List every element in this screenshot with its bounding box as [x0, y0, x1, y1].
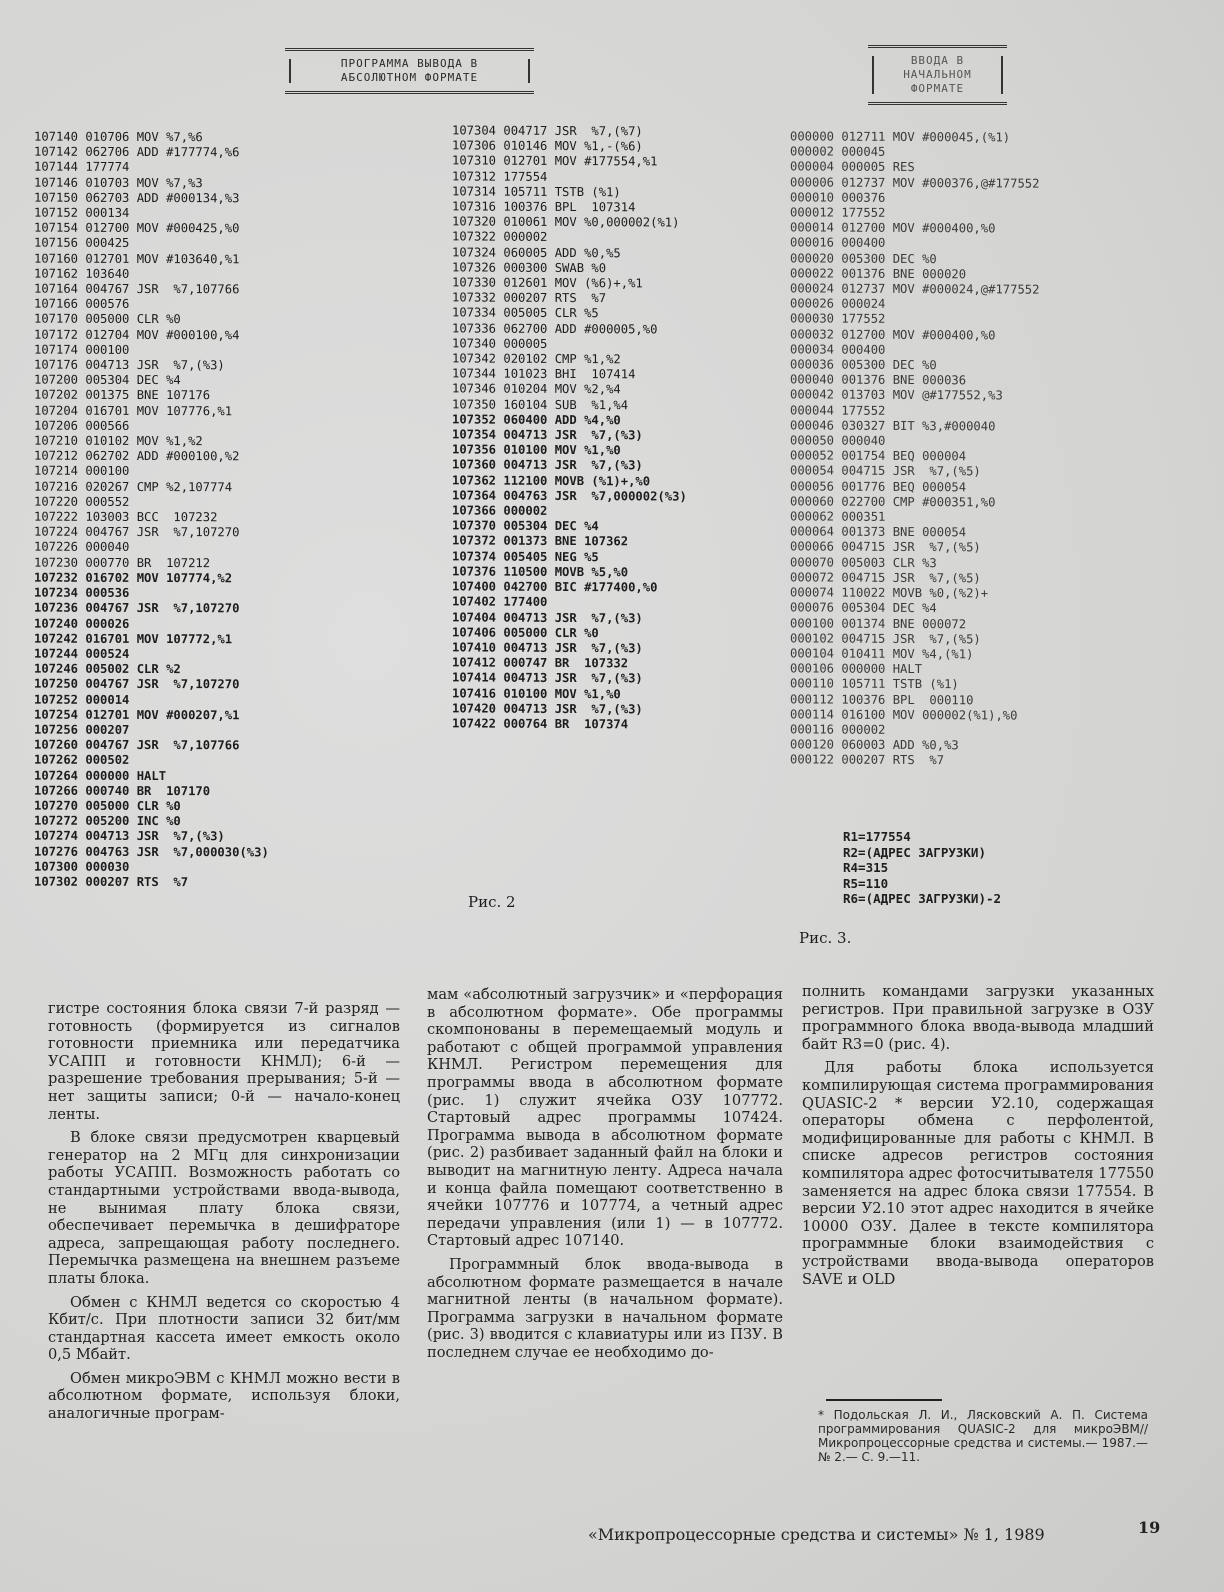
code-line: 107154 012700 MOV #000425,%0: [34, 220, 240, 236]
code-line: 000014 012700 MOV #000400,%0: [790, 220, 996, 236]
code-line: 107236 004767 JSR %7,107270: [34, 600, 240, 616]
code-line: 000050 000040: [790, 433, 886, 448]
code-line: 000034 000400: [790, 342, 886, 357]
footnote-divider: [826, 1399, 942, 1401]
code-line: 107140 010706 MOV %7,%6: [34, 129, 203, 145]
code-line: 000024 012737 MOV #000024,@#177552: [790, 281, 1040, 297]
code-line: 000036 005300 DEC %0: [790, 357, 937, 373]
paragraph: мам «абсолютный загрузчик» и «перфорация в абсолютном формате». Обе программы скомпонованы в перемещаемый модуль и работают с общей программой управления КНМЛ. Регистром перемещения для программы ввода в абсолютном формате (рис. 1) служит ячейка ОЗУ 107772. Стартовый адрес программы 107424. Программа вывода в абсолютном формате (рис. 2) разбивает заданный файл на блоки и выводит на магнитную ленту. Адреса начала и конца файла помещают соответственно в ячейки 107776 и 107774, а четный адрес передачи управления (или 1) — в 107772. Стартовый адрес 107140.: [427, 986, 783, 1250]
code-line: 107410 004713 JSR %7,(%3): [452, 640, 643, 656]
code-line: 107362 112100 MOVB (%1)+,%0: [452, 473, 651, 489]
figure3-register-notes: [843, 829, 1001, 907]
paragraph: Обмен микроЭВМ с КНМЛ можно вести в абсолютном формате, используя блоки, аналогичные програм-: [48, 1369, 400, 1423]
code-line: 000010 000376: [790, 190, 886, 205]
code-line: 000046 030327 BIT %3,#000040: [790, 418, 996, 434]
code-line: 000106 000000 HALT: [790, 661, 923, 677]
code-line: 107270 005000 CLR %0: [34, 798, 181, 814]
code-line: 000110 105711 TSTB (%1): [790, 676, 959, 692]
code-line: 107260 004767 JSR %7,107766: [34, 737, 240, 753]
paragraph: Обмен с КНМЛ ведется со скоростью 4 Кбит/с. При плотности записи 32 бит/мм стандартная кассета имеет емкость около 0,5 Мбайт.: [48, 1293, 400, 1364]
code-line: 107360 004713 JSR %7,(%3): [452, 457, 643, 473]
code-line: 107226 000040: [34, 540, 130, 555]
code-line: 107306 010146 MOV %1,-(%6): [452, 138, 643, 154]
code-line: 107406 005000 CLR %0: [452, 625, 599, 640]
code-line: 107216 020267 CMP %2,107774: [34, 479, 233, 494]
code-line: 107324 060005 ADD %0,%5: [452, 245, 621, 260]
code-line: 000002 000045: [790, 144, 886, 160]
code-line: 000066 004715 JSR %7,(%5): [790, 539, 981, 555]
code-line: 107150 062703 ADD #000134,%3: [34, 190, 240, 206]
code-line: 107252 000014: [34, 692, 130, 707]
article-column-1: [48, 1000, 400, 1429]
code-line: 107156 000425: [34, 236, 130, 251]
code-line: 107320 010061 MOV %0,000002(%1): [452, 214, 680, 230]
footnote: * Подольская Л. И., Лясковский А. П. Система программирования QUASIC-2 для микроЭВМ//Микропроцессорные средства и системы.— 1987.— № 2.— С. 9.—11.: [818, 1408, 1148, 1464]
code-line: 000122 000207 RTS %7: [790, 752, 945, 768]
figure2-title-line: АБСОЛЮТНОМ ФОРМАТЕ: [340, 71, 479, 84]
code-line: 107404 004713 JSR %7,(%3): [452, 609, 643, 625]
code-line: 107310 012701 MOV #177554,%1: [452, 153, 658, 169]
code-line: 000006 012737 MOV #000376,@#177552: [790, 174, 1040, 191]
code-line: 107160 012701 MOV #103640,%1: [34, 251, 240, 266]
code-line: 107340 000005: [452, 336, 548, 351]
code-line: 000022 001376 BNE 000020: [790, 266, 967, 282]
code-line: 000074 110022 MOVB %0,(%2)+: [790, 585, 989, 601]
code-line: R2=(АДРЕС ЗАГРУЗКИ): [843, 844, 986, 860]
code-line: 000020 005300 DEC %0: [790, 250, 937, 266]
code-line: 107200 005304 DEC %4: [34, 372, 181, 388]
article-column-3: [802, 983, 1154, 1294]
code-line: 000072 004715 JSR %7,(%5): [790, 570, 981, 586]
code-line: 107242 016701 MOV 107772,%1: [34, 631, 233, 646]
code-line: 107212 062702 ADD #000100,%2: [34, 448, 240, 464]
figure2-title-line: ПРОГРАММА ВЫВОДА В: [340, 57, 479, 70]
code-line: 000060 022700 CMP #000351,%0: [790, 494, 996, 510]
code-line: 107224 004767 JSR %7,107270: [34, 524, 240, 540]
code-line: 107262 000502: [34, 752, 130, 768]
code-line: 107322 000002: [452, 229, 548, 245]
code-line: 107336 062700 ADD #000005,%0: [452, 321, 658, 337]
article-column-2: [427, 986, 783, 1367]
paragraph: гистре состояния блока связи 7-й разряд — готовность (формируется из сигналов готовности приемника или передатчика УСАПП и готовности КНМЛ); 6-й — разрешение требования прерывания; 5-й — нет защиты записи; 0-й — начало-конец ленты.: [48, 1000, 400, 1123]
code-line: 107164 004767 JSR %7,107766: [34, 281, 240, 297]
paragraph: Программный блок ввода-вывода в абсолютном формате размещается в начале магнитной ленты (в начальном формате). Программа загрузки в начальном формате (рис. 3) вводится с клавиатуры или из ПЗУ. В последнем случае ее необходимо до-: [427, 1255, 783, 1361]
code-line: 107272 005200 INC %0: [34, 813, 181, 829]
code-line: 107214 000100: [34, 464, 130, 479]
code-line: 000120 060003 ADD %0,%3: [790, 737, 959, 753]
journal-footer: «Микропроцессорные средства и системы» № 1, 1989: [588, 1525, 1045, 1544]
paragraph: Для работы блока используется компилирующая система программирования QUASIC-2 * версии У2.10, содержащая операторы обмена с перфолентой, модифицированные для работы с КНМЛ. В списке адресов регистров состояния компилятора адрес фотосчитывателя 177550 заменяется на адрес блока связи 177554. В версии У2.10 этот адрес находится в ячейке 10000 ОЗУ. Далее в тексте компилятора программные блоки взаимодействия с устройствами ввода-вывода операторов SAVE и OLD: [802, 1059, 1154, 1288]
code-line: 107402 177400: [452, 594, 548, 610]
code-line: 107302 000207 RTS %7: [34, 874, 189, 890]
code-line: 107350 160104 SUB %1,%4: [452, 397, 629, 412]
code-line: 107220 000552: [34, 494, 130, 509]
code-line: 000004 000005 RES: [790, 159, 915, 175]
code-line: 107210 010102 MOV %1,%2: [34, 433, 203, 449]
code-line: 107342 020102 CMP %1,%2: [452, 351, 621, 367]
code-line: 000026 000024: [790, 296, 886, 312]
code-line: 107344 101023 BHI 107414: [452, 366, 636, 382]
code-line: 107166 000576: [34, 296, 130, 312]
code-line: 107230 000770 BR 107212: [34, 555, 211, 570]
figure2-listing-right: [452, 123, 687, 732]
code-line: 000000 012711 MOV #000045,(%1): [790, 129, 1011, 145]
code-line: 107346 010204 MOV %2,%4: [452, 381, 621, 397]
paragraph: В блоке связи предусмотрен кварцевый генератор на 2 МГц для синхронизации работы УСАПП. Возможность работать со стандартными устройствами ввода-вывода, не вынимая плату блока связи, обеспечивает перемычка в дешифраторе адреса, запрещающая работу последнего. Перемычка размещена на внешнем разъеме платы блока.: [48, 1129, 400, 1287]
code-line: 107372 001373 BNE 107362: [452, 533, 629, 549]
code-line: 107300 000030: [34, 859, 130, 874]
code-line: 107232 016702 MOV 107774,%2: [34, 570, 233, 586]
code-line: 000052 001754 BEQ 000004: [790, 448, 967, 464]
code-line: R6=(АДРЕС ЗАГРУЗКИ)-2: [843, 891, 1002, 906]
figure3-title-line: НАЧАЛЬНОМ: [903, 68, 972, 81]
code-line: 107416 010100 MOV %1,%0: [452, 685, 621, 701]
code-line: 000042 013703 MOV @#177552,%3: [790, 387, 1003, 403]
code-line: 000114 016100 MOV 000002(%1),%0: [790, 707, 1018, 723]
code-line: 107316 100376 BPL 107314: [452, 199, 636, 215]
code-line: 107144 177774: [34, 159, 130, 175]
code-line: 107202 001375 BNE 107176: [34, 388, 211, 403]
code-line: 107176 004713 JSR %7,(%3): [34, 357, 225, 373]
code-line: 000116 000002: [790, 722, 886, 737]
code-line: R4=315: [843, 860, 889, 875]
code-line: R5=110: [843, 875, 889, 891]
code-line: 107162 103640: [34, 266, 130, 281]
code-line: 000064 001373 BNE 000054: [790, 524, 967, 540]
figure3-title-line: ФОРМАТЕ: [910, 82, 965, 95]
code-line: 107264 000000 HALT: [34, 768, 167, 783]
code-line: 107254 012701 MOV #000207,%1: [34, 707, 240, 723]
code-line: 107334 005005 CLR %5: [452, 305, 599, 321]
code-line: 107326 000300 SWAB %0: [452, 260, 607, 276]
code-line: 107330 012601 MOV (%6)+,%1: [452, 275, 643, 291]
code-line: 107400 042700 BIC #177400,%0: [452, 579, 658, 595]
code-line: 000016 000400: [790, 235, 886, 251]
code-line: 107332 000207 RTS %7: [452, 290, 607, 306]
code-line: 107276 004763 JSR %7,000030(%3): [34, 844, 269, 859]
code-line: 107356 010100 MOV %1,%0: [452, 442, 621, 458]
code-line: 000056 001776 BEQ 000054: [790, 479, 967, 494]
code-line: 107204 016701 MOV 107776,%1: [34, 403, 233, 418]
code-line: 107250 004767 JSR %7,107270: [34, 676, 240, 692]
code-line: 107174 000100: [34, 342, 130, 357]
code-line: 000032 012700 MOV #000400,%0: [790, 326, 996, 343]
code-line: 107244 000524: [34, 646, 130, 661]
figure3-title-banner: [868, 45, 1007, 105]
code-line: 107354 004713 JSR %7,(%3): [452, 427, 643, 443]
code-line: 000104 010411 MOV %4,(%1): [790, 646, 974, 662]
code-line: 107240 000026: [34, 616, 130, 631]
code-line: 000012 177552: [790, 205, 886, 220]
code-line: 107366 000002: [452, 503, 548, 518]
code-line: 107414 004713 JSR %7,(%3): [452, 670, 643, 686]
code-line: 107266 000740 BR 107170: [34, 783, 211, 798]
paragraph: полнить командами загрузки указанных регистров. При правильной загрузке в ОЗУ программного блока ввода-вывода младший байт R3=0 (рис. 4).: [802, 983, 1154, 1053]
code-line: 107364 004763 JSR %7,000002(%3): [452, 488, 687, 504]
code-line: 107412 000747 BR 107332: [452, 655, 629, 671]
page-number: 19: [1138, 1518, 1161, 1537]
code-line: R1=177554: [843, 829, 911, 844]
code-line: 107422 000764 BR 107374: [452, 716, 629, 732]
figure2-listing-left: [34, 130, 269, 891]
code-line: 000070 005003 CLR %3: [790, 555, 937, 570]
code-line: 107246 005002 CLR %2: [34, 661, 181, 677]
code-line: 107420 004713 JSR %7,(%3): [452, 701, 643, 717]
figure3-caption: Рис. 3.: [799, 929, 852, 947]
code-line: 107170 005000 CLR %0: [34, 312, 181, 327]
code-line: 000112 100376 BPL 000110: [790, 691, 974, 707]
code-line: 107152 000134: [34, 205, 130, 220]
figure2-title-banner: [285, 48, 534, 94]
code-line: 000040 001376 BNE 000036: [790, 372, 967, 388]
code-line: 000054 004715 JSR %7,(%5): [790, 463, 981, 479]
code-line: 107206 000566: [34, 418, 130, 433]
code-line: 107234 000536: [34, 585, 130, 601]
code-line: 107222 103003 BCC 107232: [34, 509, 218, 525]
code-line: 000062 000351: [790, 509, 886, 524]
code-line: 107146 010703 MOV %7,%3: [34, 175, 203, 190]
code-line: 000100 001374 BNE 000072: [790, 615, 967, 631]
figure3-title-line: ВВОДА В: [910, 54, 965, 67]
code-line: 107370 005304 DEC %4: [452, 518, 599, 534]
code-line: 107376 110500 MOVB %5,%0: [452, 564, 629, 580]
code-line: 107274 004713 JSR %7,(%3): [34, 828, 225, 844]
code-line: 000030 177552: [790, 311, 886, 327]
code-line: 107314 105711 TSTB (%1): [452, 184, 621, 200]
code-line: 107256 000207: [34, 722, 130, 737]
figure3-listing: [790, 129, 1039, 769]
code-line: 107352 060400 ADD %4,%0: [452, 412, 621, 428]
code-line: 107142 062706 ADD #177774,%6: [34, 144, 240, 160]
code-line: 107304 004717 JSR %7,(%7): [452, 123, 643, 139]
code-line: 000102 004715 JSR %7,(%5): [790, 631, 981, 647]
code-line: 000076 005304 DEC %4: [790, 600, 937, 616]
figure2-caption: Рис. 2: [468, 893, 516, 911]
code-line: 107312 177554: [452, 168, 548, 184]
code-line: 000044 177552: [790, 403, 886, 418]
code-line: 107172 012704 MOV #000100,%4: [34, 327, 240, 342]
code-line: 107374 005405 NEG %5: [452, 549, 599, 564]
